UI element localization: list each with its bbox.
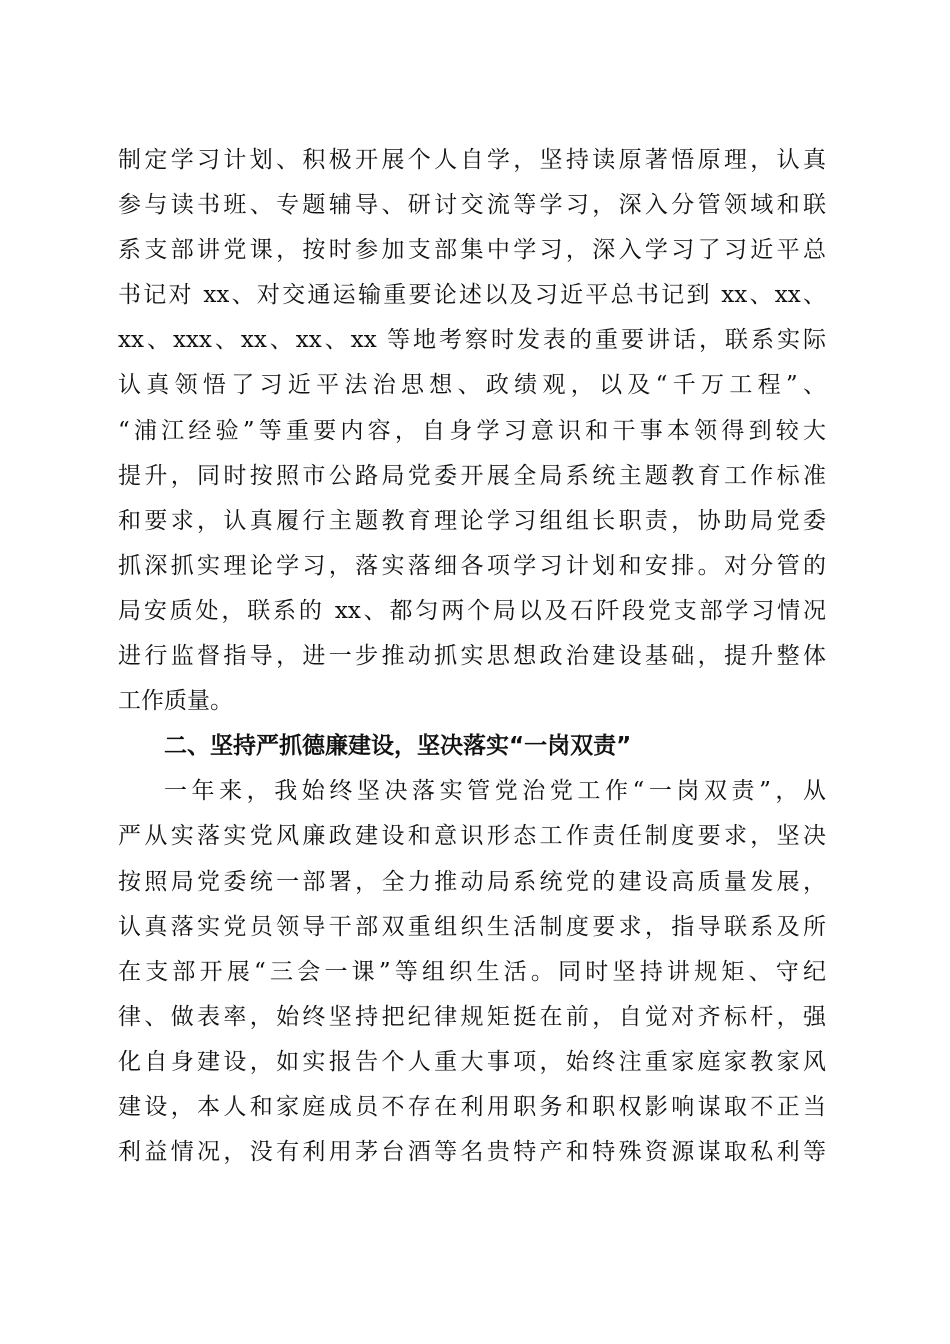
text-line: 律、做表率，始终坚持把纪律规矩挺在前，自觉对齐标杆，强 — [118, 1003, 826, 1030]
text-line: 参与读书班、专题辅导、研讨交流等学习，深入分管领域和联 — [118, 192, 826, 219]
document-body — [118, 138, 826, 1175]
paragraph-study — [118, 138, 826, 724]
text-line: 认真领悟了习近平法治思想、政绩观，以及“千万工程”、 — [118, 372, 826, 399]
text-line: 系支部讲党课，按时参加支部集中学习，深入学习了习近平总 — [118, 237, 826, 264]
section-heading: 二、坚持严抓德廉建设，坚决落实“一岗双责” — [164, 733, 632, 760]
text-line: 认真落实党员领导干部双重组织生活制度要求，指导联系及所 — [118, 913, 826, 940]
text-line: 化自身建设，如实报告个人重大事项，始终注重家庭家教家风 — [118, 1048, 826, 1075]
text-line: 严从实落实党风廉政建设和意识形态工作责任制度要求，坚决 — [118, 823, 826, 850]
text-line: 和要求，认真履行主题教育理论学习组组长职责，协助局党委 — [118, 507, 826, 534]
text-line: 工作质量。 — [118, 688, 233, 715]
paragraph-integrity — [118, 769, 826, 1175]
text-line: 一年来，我始终坚决落实管党治党工作“一岗双责”，从 — [164, 778, 826, 805]
text-line: xx、xxx、xx、xx、xx 等地考察时发表的重要讲话，联系实际 — [118, 327, 826, 354]
text-line: 制定学习计划、积极开展个人自学，坚持读原著悟原理，认真 — [118, 147, 826, 173]
text-line: 提升，同时按照市公路局党委开展全局系统主题教育工作标准 — [118, 462, 826, 489]
text-line: 进行监督指导，进一步推动抓实思想政治建设基础，提升整体 — [118, 643, 826, 670]
text-line: 利益情况，没有利用茅台酒等名贵特产和特殊资源谋取私利等 — [118, 1139, 826, 1166]
text-line: 在支部开展“三会一课”等组织生活。同时坚持讲规矩、守纪 — [118, 958, 826, 985]
text-line: 书记对 xx、对交通运输重要论述以及习近平总书记到 xx、xx、 — [118, 282, 826, 309]
text-line: “浦江经验”等重要内容，自身学习意识和干事本领得到较大 — [118, 417, 826, 444]
text-line: 抓深抓实理论学习，落实落细各项学习计划和安排。对分管的 — [118, 552, 826, 579]
text-line: 局安质处，联系的 xx、都匀两个局以及石阡段党支部学习情况 — [118, 597, 826, 624]
text-line: 建设，本人和家庭成员不存在利用职务和职权影响谋取不正当 — [118, 1093, 826, 1120]
text-line: 按照局党委统一部署，全力推动局系统党的建设高质量发展， — [118, 868, 826, 895]
